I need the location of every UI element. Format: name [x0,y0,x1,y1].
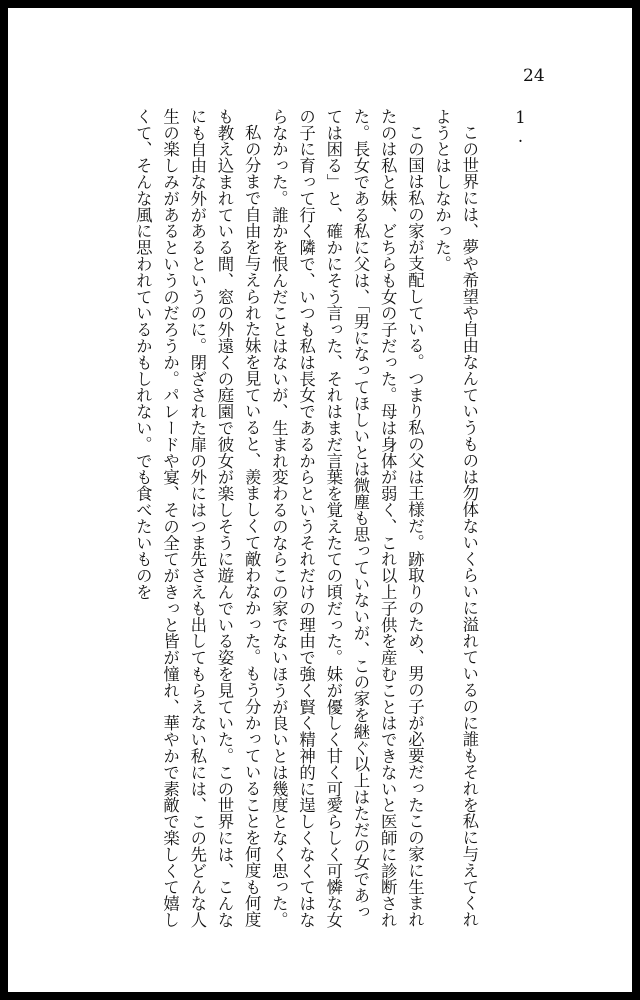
chapter-heading: 1. [511,108,530,146]
book-page [8,8,632,992]
paragraph-1: この世界には、夢や希望や自由なんていうものは勿体ないくらいに溢れているのに誰もそれを私に与えてくれようとはしなかった。 [432,108,479,928]
paragraph-3: 私の分まで自由を与えられた妹を見ていると、羨ましくて敵わなかった。もう分かっていることを何度も何度も教え込まれている間、窓の外遠くの庭園で彼女が楽しそうに遊んでいる姿を見ていた。この世界には、こんなにも自由な外があるというのに。閉ざされた扉の外にはつま先さえも出してもらえない私には、この先どんな人生の楽しみがあるというのだろうか。パレードや宴、その全てがきっと皆が憧れ、華やかで素敵で楽しくて嬉しくて、そんな風に思われているかもしれない。でも食べたいものを [133,108,262,928]
vertical-text-block [129,108,534,928]
page-number: 24 [523,66,545,86]
paragraph-2: この国は私の家が支配している。つまり私の父は王様だ。跡取りのため、男の子が必要だったこの家に生まれたのは私と妹、どちらも女の子だった。母は身体が弱く、これ以上子供を産むことはできないと医師に診断された。長女である私に父は、「男になってほしいとは微塵も思っていないが、この家を継ぐ以上はただの女であっては困る」と、確かにそう言った、それはまだ言葉を覚えたての頃だった。妹が優しく甘く可愛らしく可憐な女の子に育って行く隣で、いつも私は長女であるからというそれだけの理由で強く賢く精神的に逞しくなくてはならなかった。誰かを恨んだことはないが、生まれ変わるのならこの家でないほうが良いとは幾度となく思った。 [269,108,425,928]
